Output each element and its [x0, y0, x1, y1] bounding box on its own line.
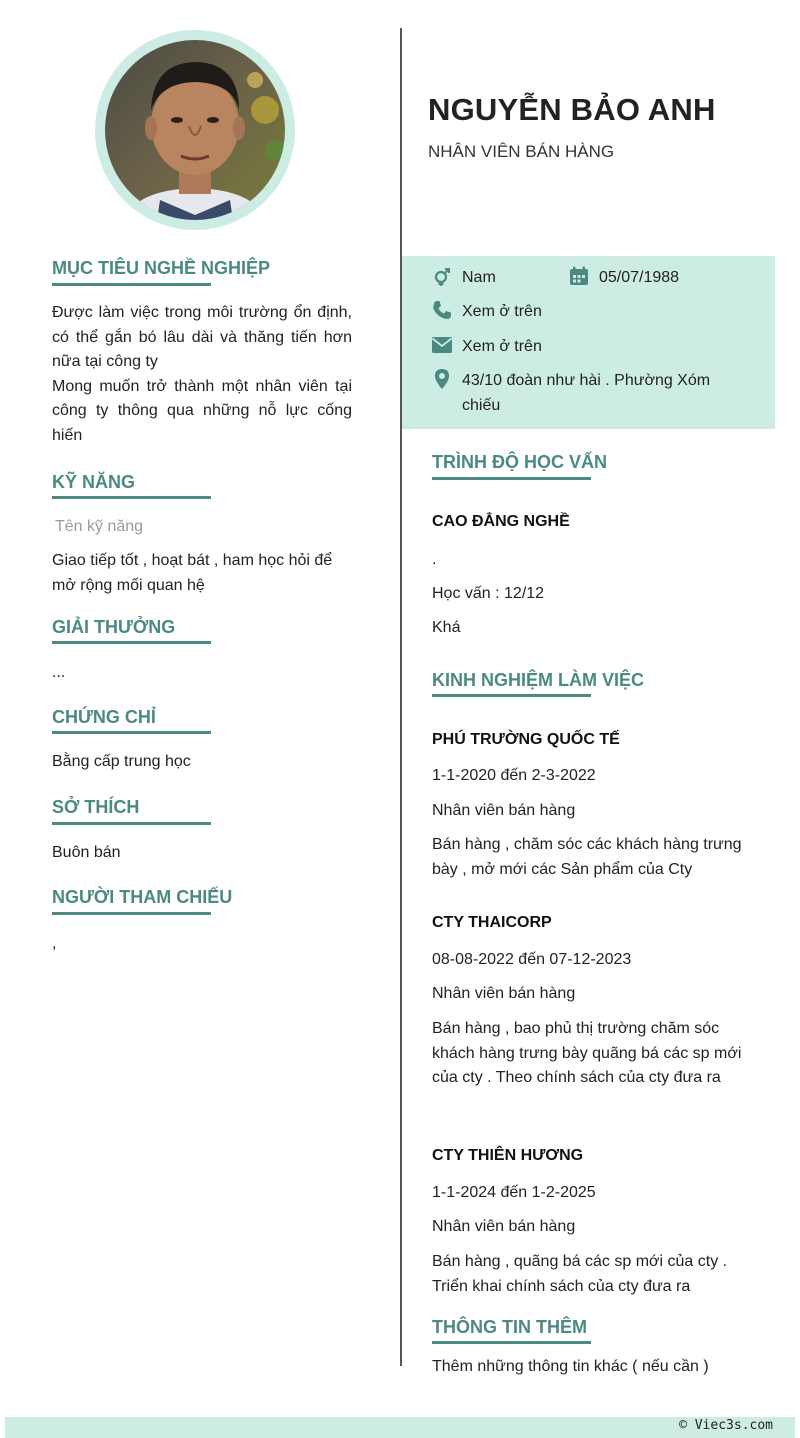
education-school: CAO ĐẲNG NGHỀ — [432, 513, 570, 530]
objective-line-1: Được làm việc trong môi trường ổn định, có thể gắn bó lâu dài và thăng tiến hơn nữa tại công ty — [52, 304, 352, 370]
birthdate-value: 05/07/1988 — [599, 269, 680, 286]
hobbies-text: Buôn bán — [52, 844, 121, 861]
job-2-position: Nhân viên bán hàng — [432, 985, 576, 1002]
awards-title-rule — [52, 641, 211, 644]
objective-title: MỤC TIÊU NGHỀ NGHIỆP — [52, 258, 271, 278]
skills-text: Giao tiếp tốt , hoạt bát , ham học hỏi để mở rộng mối quan hệ — [52, 552, 333, 594]
education-level: Học vấn : 12/12 — [432, 585, 545, 602]
experience-title-rule — [432, 694, 591, 697]
education-title: TRÌNH ĐỘ HỌC VẤN — [432, 452, 607, 472]
references-title-rule — [52, 912, 211, 915]
certificates-title: CHỨNG CHỈ — [52, 707, 156, 727]
footer-bar — [5, 1417, 795, 1438]
job-2-period: 08-08-2022 đến 07-12-2023 — [432, 951, 632, 968]
education-title-rule — [432, 477, 591, 480]
job-1-position: Nhân viên bán hàng — [432, 802, 576, 819]
phone-value: Xem ở trên — [462, 303, 542, 320]
objective-text — [52, 301, 352, 448]
hobbies-title-rule — [52, 822, 211, 825]
objective-title-rule — [52, 283, 211, 286]
skills-title: KỸ NĂNG — [52, 472, 136, 492]
calendar-icon — [569, 266, 589, 286]
experience-title: KINH NGHIỆM LÀM VIỆC — [432, 670, 645, 690]
additional-text: Thêm những thông tin khác ( nếu cần ) — [432, 1358, 709, 1375]
references-text: , — [52, 935, 57, 952]
job-1-description: Bán hàng , chăm sóc các khách hàng trưng bày , mở mới các Sản phẩm của Cty — [432, 836, 742, 878]
additional-title-rule — [432, 1341, 591, 1344]
avatar-photo — [105, 40, 285, 220]
job-3-company: CTY THIÊN HƯƠNG — [432, 1147, 584, 1164]
awards-text: ... — [52, 664, 66, 681]
job-2-company: CTY THAICORP — [432, 914, 552, 931]
gender-value: Nam — [462, 269, 496, 286]
education-period: . — [432, 551, 437, 568]
job-title: NHÂN VIÊN BÁN HÀNG — [428, 142, 615, 161]
full-name: NGUYỄN BẢO ANH — [428, 92, 716, 127]
gender-icon — [432, 266, 452, 286]
avatar — [105, 40, 285, 220]
job-2-description: Bán hàng , bao phủ thị trường chăm sóc khách hàng trưng bày quãng bá các sp mới của cty . Theo chính sách của cty đưa ra — [432, 1020, 742, 1086]
footer-credit[interactable]: © Viec3s.com — [679, 1418, 773, 1433]
certificates-title-rule — [52, 731, 211, 734]
skill-name-placeholder: Tên kỹ năng — [55, 518, 144, 535]
column-divider — [400, 28, 402, 1366]
phone-icon — [432, 300, 452, 320]
references-title: NGƯỜI THAM CHIẾU — [52, 887, 233, 907]
job-1-period: 1-1-2020 đến 2-3-2022 — [432, 767, 596, 784]
objective-line-2: Mong muốn trở thành một nhân viên tại công ty thông qua những nỗ lực cống hiến — [52, 377, 352, 444]
job-3-description: Bán hàng , quãng bá các sp mới của cty . Triển khai chính sách của cty đưa ra — [432, 1253, 728, 1295]
hobbies-title: SỞ THÍCH — [52, 797, 140, 817]
education-grade: Khá — [432, 619, 461, 636]
awards-title: GIẢI THƯỞNG — [52, 617, 176, 637]
additional-title: THÔNG TIN THÊM — [432, 1317, 587, 1337]
email-value: Xem ở trên — [462, 338, 542, 355]
job-3-period: 1-1-2024 đến 1-2-2025 — [432, 1184, 596, 1201]
email-icon — [432, 335, 452, 355]
address-value: 43/10 đoàn như hài . Phường Xóm chiếu — [462, 372, 711, 414]
certificates-text: Bằng cấp trung học — [52, 753, 191, 770]
job-1-company: PHÚ TRƯỜNG QUỐC TẾ — [432, 731, 620, 748]
location-icon — [432, 369, 452, 389]
skills-title-rule — [52, 496, 211, 499]
job-3-position: Nhân viên bán hàng — [432, 1218, 576, 1235]
